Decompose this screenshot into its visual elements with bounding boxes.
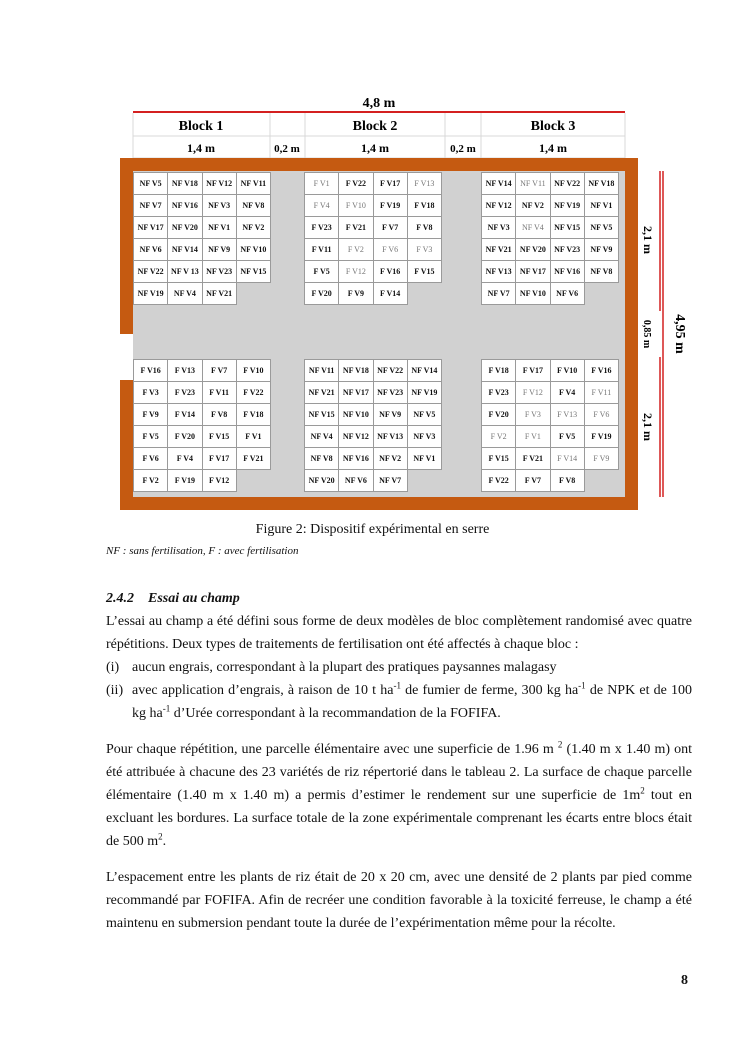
plot-cell: NF V5 bbox=[133, 172, 168, 195]
list-marker: (i) bbox=[106, 660, 120, 675]
plot-cell: F V18 bbox=[481, 359, 516, 382]
plot-cell: F V11 bbox=[304, 238, 339, 261]
plot-cell: NF V6 bbox=[133, 238, 168, 261]
dim-alley-label: 0,85 m bbox=[641, 319, 652, 349]
plot-cell: NF V12 bbox=[202, 172, 237, 195]
list-marker: (ii) bbox=[106, 683, 124, 698]
plot-cell: NF V3 bbox=[407, 425, 442, 448]
plot-cell: F V6 bbox=[584, 403, 619, 426]
gap-2-width: 0,2 m bbox=[450, 143, 476, 155]
plot-cell: F V15 bbox=[202, 425, 237, 448]
plot-cell: F V14 bbox=[550, 447, 585, 470]
plot-cell: NF V20 bbox=[304, 469, 339, 492]
paragraph-3: L’espacement entre les plants de riz était de 20 x 20 cm, avec une densité de 2 plants par pied comme recommandé par FOFIFA. Afin de recréer une condition favorable à la toxicité ferreuse, le champ a été maintenu en submersion pendant toute la durée de l’expérimentation même pour la récolte. bbox=[106, 870, 692, 931]
plot-cell: NF V11 bbox=[515, 172, 550, 195]
plot-cell: F V21 bbox=[338, 216, 373, 239]
plot-cell: F V17 bbox=[202, 447, 237, 470]
plot-cell: NF V23 bbox=[373, 381, 408, 404]
plot-cell: NF V8 bbox=[304, 447, 339, 470]
plot-cell: F V17 bbox=[515, 359, 550, 382]
plot-cell: F V10 bbox=[338, 194, 373, 217]
plot-cell: F V22 bbox=[236, 381, 271, 404]
plot-cell: NF V14 bbox=[407, 359, 442, 382]
plot-cell: F V18 bbox=[236, 403, 271, 426]
section-heading bbox=[106, 591, 240, 607]
plot-cell: F V4 bbox=[167, 447, 202, 470]
plot-cell: F V23 bbox=[304, 216, 339, 239]
plot-cell: NF V14 bbox=[167, 238, 202, 261]
plot-cell: NF V19 bbox=[407, 381, 442, 404]
figure-caption: Figure 2: Dispositif expérimental en serre bbox=[255, 522, 490, 537]
plot-cell: NF V22 bbox=[133, 260, 168, 283]
plot-cell: F V22 bbox=[338, 172, 373, 195]
plot-cell: F V5 bbox=[133, 425, 168, 448]
plot-cell: F V17 bbox=[373, 172, 408, 195]
greenhouse-frame-right bbox=[625, 158, 638, 510]
plot-cell: F V2 bbox=[481, 425, 516, 448]
plot-cell: NF V17 bbox=[338, 381, 373, 404]
plot-cell: NF V20 bbox=[167, 216, 202, 239]
plot-cell: NF V16 bbox=[167, 194, 202, 217]
plot-cell: NF V8 bbox=[236, 194, 271, 217]
plot-cell: F V12 bbox=[515, 381, 550, 404]
plot-cell: F V10 bbox=[550, 359, 585, 382]
plot-cell: F V23 bbox=[167, 381, 202, 404]
plot-cell: F V1 bbox=[236, 425, 271, 448]
plot-cell: F V9 bbox=[338, 282, 373, 305]
plot-cell: NF V10 bbox=[338, 403, 373, 426]
greenhouse-frame-left-lower bbox=[120, 380, 133, 510]
plot-cell: F V21 bbox=[236, 447, 271, 470]
block-3-label: Block 3 bbox=[530, 119, 576, 134]
plot-cell: NF V18 bbox=[584, 172, 619, 195]
plot-cell: F V20 bbox=[167, 425, 202, 448]
plot-cell: NF V11 bbox=[304, 359, 339, 382]
plot-cell: F V10 bbox=[236, 359, 271, 382]
plot-cell: F V8 bbox=[407, 216, 442, 239]
plot-cell: F V13 bbox=[550, 403, 585, 426]
plot-cell: NF V18 bbox=[338, 359, 373, 382]
list-item-ii bbox=[106, 679, 692, 725]
block-1-label: Block 1 bbox=[178, 119, 224, 134]
plot-cell: NF V5 bbox=[407, 403, 442, 426]
plot-cell: NF V 13 bbox=[167, 260, 202, 283]
plot-cell: F V7 bbox=[373, 216, 408, 239]
plot-cell: F V22 bbox=[481, 469, 516, 492]
plot-cell: NF V5 bbox=[584, 216, 619, 239]
list-text: avec application d’engrais, à raison de 10 t $ha^{-1}$ de fumier de ferme, 300 kg $ha^{-1}$ de NPK et de 100 kg $ha^{-1}$ d’Urée correspondant à la recommandation de la FOFIFA. bbox=[132, 680, 692, 721]
plot-cell: NF V2 bbox=[515, 194, 550, 217]
plot-cell: F V5 bbox=[550, 425, 585, 448]
plot-cell: F V9 bbox=[133, 403, 168, 426]
plot-cell: F V11 bbox=[584, 381, 619, 404]
plot-cell: NF V6 bbox=[338, 469, 373, 492]
plot-cell: NF V21 bbox=[202, 282, 237, 305]
plot-cell: NF V23 bbox=[550, 238, 585, 261]
plot-cell: NF V2 bbox=[236, 216, 271, 239]
greenhouse-frame-top bbox=[120, 158, 638, 171]
plot-cell: NF V23 bbox=[202, 260, 237, 283]
plot-cell: F V13 bbox=[167, 359, 202, 382]
plot-cell: NF V1 bbox=[202, 216, 237, 239]
plot-cell: F V12 bbox=[202, 469, 237, 492]
plot-cell: F V1 bbox=[515, 425, 550, 448]
plot-cell: NF V21 bbox=[481, 238, 516, 261]
plot-cell: NF V1 bbox=[407, 447, 442, 470]
plot-cell: NF V12 bbox=[338, 425, 373, 448]
plot-cell: NF V22 bbox=[550, 172, 585, 195]
plot-cell: NF V1 bbox=[584, 194, 619, 217]
plot-cell: F V14 bbox=[167, 403, 202, 426]
plot-cell: F V5 bbox=[304, 260, 339, 283]
plot-cell: F V19 bbox=[373, 194, 408, 217]
plot-cell: F V21 bbox=[515, 447, 550, 470]
intro-paragraph: L’essai au champ a été défini sous forme de deux modèles de bloc complètement randomisé avec quatre répétitions. Deux types de traitements de fertilisation ont été affectés à chaque bloc : bbox=[106, 614, 692, 652]
plot-cell: F V3 bbox=[407, 238, 442, 261]
list-text: aucun engrais, correspondant à la plupart des pratiques paysannes malagasy bbox=[132, 660, 557, 675]
plot-cell: NF V7 bbox=[133, 194, 168, 217]
plot-cell: F V6 bbox=[133, 447, 168, 470]
plot-cell: F V1 bbox=[304, 172, 339, 195]
plot-cell: F V11 bbox=[202, 381, 237, 404]
block-3-width: 1,4 m bbox=[539, 141, 567, 155]
plot-cell: NF V10 bbox=[515, 282, 550, 305]
total-width-label: 4,8 m bbox=[362, 96, 396, 111]
plot-cell: F V19 bbox=[584, 425, 619, 448]
block-2-label: Block 2 bbox=[352, 119, 398, 134]
plot-cell: NF V17 bbox=[133, 216, 168, 239]
plot-cell: F V3 bbox=[515, 403, 550, 426]
greenhouse-frame-left-upper bbox=[120, 158, 133, 334]
plot-cell: NF V10 bbox=[236, 238, 271, 261]
plot-cell: NF V4 bbox=[304, 425, 339, 448]
plot-cell: NF V9 bbox=[584, 238, 619, 261]
plot-cell: NF V7 bbox=[481, 282, 516, 305]
plot-cell: F V16 bbox=[584, 359, 619, 382]
plot-cell: NF V21 bbox=[304, 381, 339, 404]
plot-cell: F V20 bbox=[304, 282, 339, 305]
plot-cell: NF V9 bbox=[373, 403, 408, 426]
dim-total-label: 4,95 m bbox=[672, 314, 687, 354]
plot-cell: NF V11 bbox=[236, 172, 271, 195]
plot-cell: F V15 bbox=[407, 260, 442, 283]
plot-cell: NF V13 bbox=[481, 260, 516, 283]
plot-cell: NF V4 bbox=[515, 216, 550, 239]
plot-cell: F V7 bbox=[202, 359, 237, 382]
section-number: 2.4.2 bbox=[106, 591, 134, 606]
plot-cell: NF V22 bbox=[373, 359, 408, 382]
plot-cell: NF V4 bbox=[167, 282, 202, 305]
plot-cell: F V19 bbox=[167, 469, 202, 492]
plot-cell: NF V19 bbox=[133, 282, 168, 305]
section-title: Essai au champ bbox=[148, 591, 240, 606]
plot-cell: F V6 bbox=[373, 238, 408, 261]
plot-cell: NF V3 bbox=[481, 216, 516, 239]
greenhouse-frame-bottom bbox=[120, 497, 638, 510]
plot-cell: NF V17 bbox=[515, 260, 550, 283]
figure-note: NF : sans fertilisation, F : avec fertilisation bbox=[106, 545, 299, 557]
plot-cell: F V7 bbox=[515, 469, 550, 492]
dim-upper-label: 2,1 m bbox=[641, 226, 655, 254]
plot-cell: NF V7 bbox=[373, 469, 408, 492]
plot-cell: F V9 bbox=[584, 447, 619, 470]
plot-cell: NF V3 bbox=[202, 194, 237, 217]
plot-cell: F V13 bbox=[407, 172, 442, 195]
plot-cell: NF V15 bbox=[550, 216, 585, 239]
plot-cell: F V18 bbox=[407, 194, 442, 217]
plot-cell: NF V12 bbox=[481, 194, 516, 217]
paragraph-2: Pour chaque répétition, une parcelle élémentaire avec une superficie de 1.96 m $^2$ (1.40 m x 1.40 m) ont été attribuée à chacune des 23 variétés de riz répertorié dans le tableau 2. La surface de chaque parcelle élémentaire (1.40 m x 1.40 m) a permis d’estimer le rendement sur une superficie de $1m^2$ tout en excluant les bordures. La surface totale de la zone expérimentale comprenant les écarts entre blocs était de 500 $m^2$. bbox=[106, 739, 692, 849]
plot-cell: NF V6 bbox=[550, 282, 585, 305]
plot-cell: F V3 bbox=[133, 381, 168, 404]
plot-cell: NF V16 bbox=[338, 447, 373, 470]
plot-cell: NF V16 bbox=[550, 260, 585, 283]
plot-cell: NF V9 bbox=[202, 238, 237, 261]
plot-cell: NF V2 bbox=[373, 447, 408, 470]
plot-cell: NF V15 bbox=[304, 403, 339, 426]
plot-cell: F V23 bbox=[481, 381, 516, 404]
gap-1-width: 0,2 m bbox=[274, 143, 300, 155]
plot-cell: NF V19 bbox=[550, 194, 585, 217]
plot-cell: F V2 bbox=[338, 238, 373, 261]
plot-cell: NF V20 bbox=[515, 238, 550, 261]
block-2-width: 1,4 m bbox=[361, 141, 389, 155]
page-number: 8 bbox=[681, 973, 688, 988]
plot-cell: F V4 bbox=[304, 194, 339, 217]
plot-cell: F V2 bbox=[133, 469, 168, 492]
plot-cell: F V20 bbox=[481, 403, 516, 426]
plot-cell: NF V13 bbox=[373, 425, 408, 448]
plot-cell: NF V18 bbox=[167, 172, 202, 195]
plot-cell: F V15 bbox=[481, 447, 516, 470]
plot-cell: F V4 bbox=[550, 381, 585, 404]
block-1-width: 1,4 m bbox=[187, 141, 215, 155]
plot-cell: F V12 bbox=[338, 260, 373, 283]
plot-cell: F V8 bbox=[202, 403, 237, 426]
plot-cell: F V14 bbox=[373, 282, 408, 305]
plot-cell: NF V8 bbox=[584, 260, 619, 283]
plot-cell: NF V14 bbox=[481, 172, 516, 195]
plot-cell: NF V15 bbox=[236, 260, 271, 283]
plot-cell: F V16 bbox=[133, 359, 168, 382]
dim-lower-label: 2,1 m bbox=[641, 413, 655, 441]
plot-cell: F V16 bbox=[373, 260, 408, 283]
plot-cell: F V8 bbox=[550, 469, 585, 492]
